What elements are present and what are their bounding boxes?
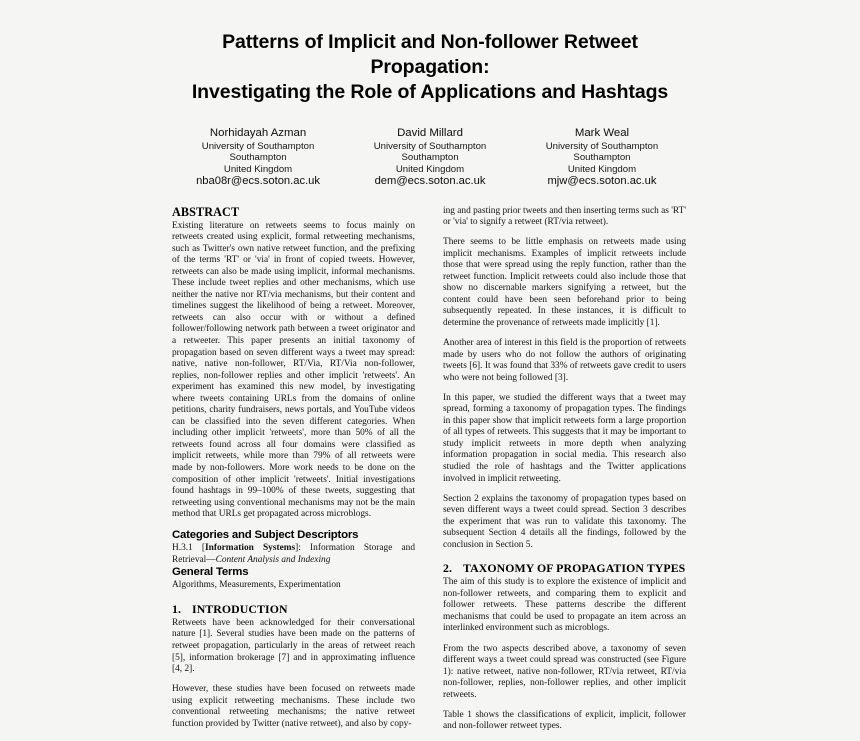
categories-term: Information Systems bbox=[205, 543, 296, 554]
right-paragraph-1: ing and pasting prior tweets and then inserting terms such as 'RT' or 'via' to signify a retweet (RT/via retweet). bbox=[443, 205, 686, 228]
right-column bbox=[443, 206, 686, 741]
author-affiliation: University of Southampton bbox=[201, 140, 315, 152]
right-paragraph-4: In this paper, we studied the different ways that a tweet may spread, forming a taxonomy of propagation types. The findings in this paper show that implicit retweets form a large proportion of all types of retweets. This suggests that it may be important to study implicit retweets in more depth when analyzing information propagation in social media. This research also studied the role of hashtags and the Twitter applications involved in implicit retweeting. bbox=[443, 392, 686, 484]
abstract-text: Existing literature on retweets seems to focus mainly on retweets created using explicit, formal retweeting mechanisms, such as Twitter's own native retweet function, and the prefixing of the terms 'RT' or 'via' in front of copied tweets. However, retweets can also be made using implicit, informal mechanisms. These include tweet replies and other mechanisms, which use neither the native nor RT/via mechanisms, but their content and timelines suggest the likelihood of being a retweet. Moreover, retweets can also occur with or without a defined follower/following network path between a tweet originator and a retweeter. This paper presents an initial taxonomy of propagation based on seven different ways a tweet may spread: native, native non-follower, RT/Via, RT/Via non-follower, replies, non-follower replies and other implicit 'retweets'. An experiment has examined this new model, by investigating where tweets containing URLs from the domains of online petitions, charity fundraisers, news portals, and YouTube videos can be classified into the seven different categories. When including other implicit 'retweets', more than 50% of all the retweets found across all four domains were classified as implicit retweets, while more than 79% of all retweets were made by non-followers. More work needs to be done on the composition of other implicit 'retweets'. Initial investigations found hashtags in 99–100% of these tweets, suggesting that retweeting using conventional mechanisms may not be the main method that URLs get propagated across microblogs. bbox=[172, 220, 415, 520]
categories-descriptor-italic: Content Analysis and Indexing bbox=[215, 554, 331, 565]
categories-heading: Categories and Subject Descriptors bbox=[172, 529, 359, 542]
author-list bbox=[172, 128, 688, 188]
introduction-paragraph-2: However, these studies have been focused on retweets made using explicit retweeting mechanisms. These include two conventional retweeting mechanisms; the native retweet function provided by Twitter (native retweet), and also by copy- bbox=[172, 684, 415, 729]
title-block bbox=[172, 30, 688, 107]
title-line-2: Investigating the Role of Applications and Hashtags bbox=[191, 81, 669, 103]
introduction-title: INTRODUCTION bbox=[192, 601, 288, 616]
introduction-number: 1. bbox=[172, 601, 182, 616]
categories-bracket-open: [ bbox=[201, 543, 206, 554]
taxonomy-title: TAXONOMY OF PROPAGATION TYPES bbox=[463, 561, 686, 576]
body-columns bbox=[172, 206, 688, 741]
author-entry bbox=[344, 128, 516, 188]
author-city: Southampton bbox=[229, 152, 287, 164]
taxonomy-paragraph-2: From the two aspects described above, a taxonomy of seven different ways a tweet could spread was constructed (see Figure 1): native retweet, native non-follower, RT/via retweet, RT/via non-follower, replies, non-follower replies, and other implicit retweets. bbox=[443, 643, 686, 700]
author-email[interactable]: nba08r@ecs.soton.ac.uk bbox=[196, 175, 320, 188]
introduction-heading bbox=[172, 603, 415, 616]
general-terms-text: Algorithms, Measurements, Experimentation bbox=[172, 580, 341, 591]
categories-descriptor: Information Storage and Retrieval— bbox=[172, 543, 415, 565]
author-entry bbox=[172, 128, 344, 188]
author-entry bbox=[516, 128, 688, 188]
abstract-heading: ABSTRACT bbox=[172, 204, 240, 219]
title-line-1: Patterns of Implicit and Non-follower Retweet Propagation: bbox=[222, 31, 638, 78]
general-terms-heading: General Terms bbox=[172, 566, 249, 579]
author-affiliation: University of Southampton bbox=[373, 140, 487, 152]
right-paragraph-2: There seems to be little emphasis on retweets made using implicit mechanisms. Examples of implicit retweets include those that were spread using the reply function, rather than the retweet function. Implicit retweets could also include those that show no discernable markers signifying a retweet, but the content could have been seen beforehand prior to being subsequently repeated. In these instances, it is difficult to determine the provenance of retweets made implicitly [1]. bbox=[443, 237, 686, 328]
right-paragraph-3: Another area of interest in this field is the proportion of retweets made by users who do not follow the authors of originating tweets [6]. It was found that 33% of retweets gave credit to users who were not being followed [3]. bbox=[443, 338, 686, 383]
taxonomy-number: 2. bbox=[443, 561, 453, 576]
introduction-paragraph-1: Retweets have been acknowledged for their conversational nature [1]. Several studies have been made on the patterns of retweet propagation, particularly in the areas of retweet reach [5], information brokerage [7] and in approximating influence [4, 2]. bbox=[172, 617, 415, 675]
author-email[interactable]: dem@ecs.soton.ac.uk bbox=[374, 175, 486, 188]
categories-text bbox=[172, 543, 415, 566]
author-email[interactable]: mjw@ecs.soton.ac.uk bbox=[547, 175, 657, 188]
categories-bracket-close: ]: bbox=[295, 543, 301, 554]
taxonomy-paragraph-1: The aim of this study is to explore the existence of implicit and non-follower retweets, and comparing them to explicit and follower retweets. These patterns describe the different mechanisms that could be used to propagate an item across an interlinked environment such as microblogs. bbox=[443, 577, 686, 634]
author-city: Southampton bbox=[573, 152, 631, 164]
categories-code: H.3.1 bbox=[172, 543, 193, 554]
author-name: David Millard bbox=[397, 127, 463, 139]
author-city: Southampton bbox=[401, 152, 459, 164]
author-affiliation: University of Southampton bbox=[545, 140, 659, 152]
taxonomy-heading bbox=[443, 562, 686, 575]
taxonomy-paragraph-3: Table 1 shows the classifications of explicit, implicit, follower and non-follower retweet types. bbox=[443, 709, 686, 732]
page-title bbox=[172, 30, 688, 107]
left-column bbox=[172, 206, 415, 741]
author-country: United Kingdom bbox=[567, 163, 637, 175]
author-name: Mark Weal bbox=[574, 127, 630, 139]
author-country: United Kingdom bbox=[395, 163, 465, 175]
author-name: Norhidayah Azman bbox=[209, 127, 307, 139]
author-country: United Kingdom bbox=[223, 163, 293, 175]
right-paragraph-5: Section 2 explains the taxonomy of propagation types based on seven different ways a tweet could spread. Section 3 describes the experiment that was run to validate this taxonomy. The subsequent Section 4 details all the findings, followed by the conclusion in Section 5. bbox=[443, 493, 686, 550]
